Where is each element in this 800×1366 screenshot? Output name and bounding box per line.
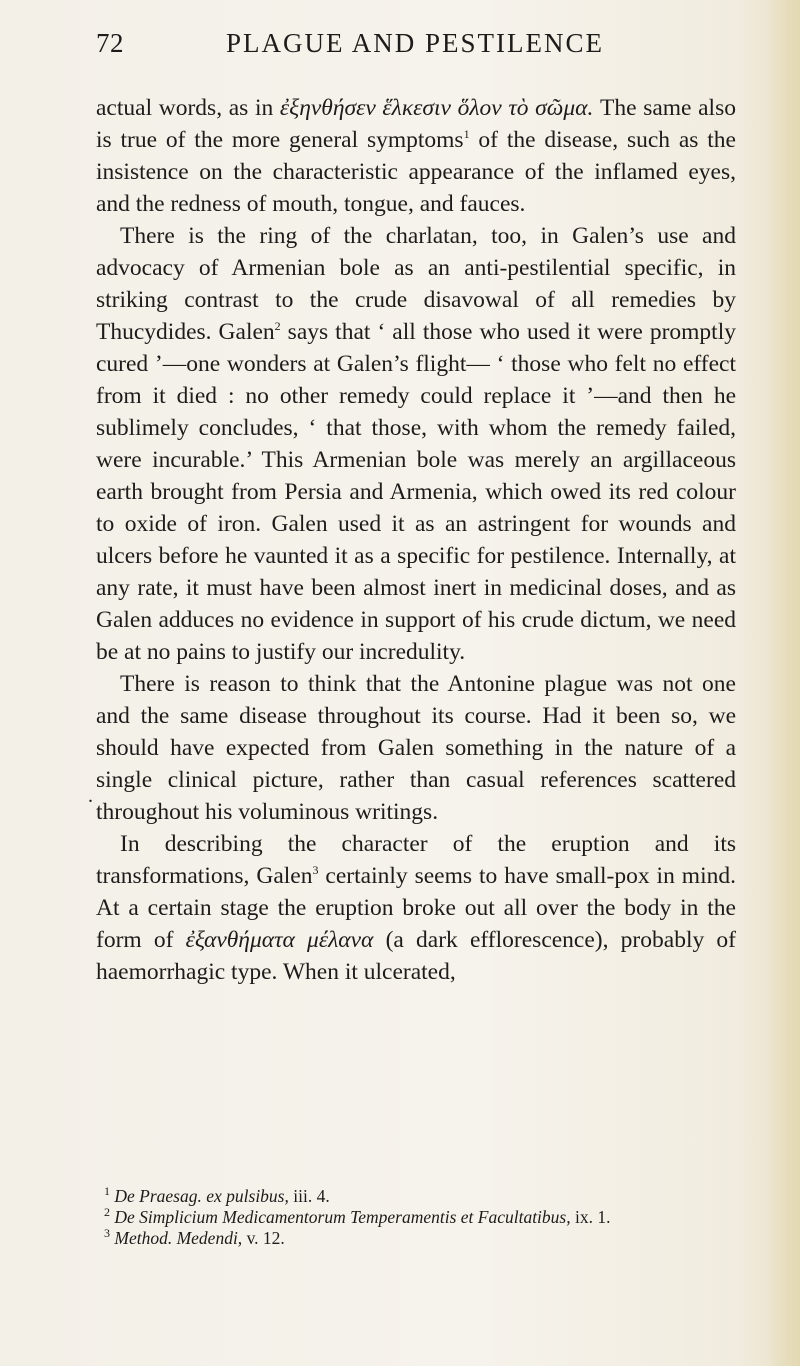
footnote-1 [96, 1186, 736, 1207]
footnote-ref-3: 3 [312, 863, 319, 878]
paragraph-3 [96, 668, 736, 828]
paragraph-1-text-c: of the disease, such as the insistence on the characteristic appearance of the inflamed eyes, and the redness of mouth, tongue, and fauces. [96, 127, 736, 217]
paragraph-3-text: There is reason to think that the Antonine plague was not one and the same disease throughout its course. Had it been so, we should have expected from Galen something in the nature of a single clinical picture, rather than casual references scattered throughout his voluminous writings. [96, 671, 736, 825]
footnote-marker: 1 [104, 1184, 110, 1199]
margin-mark: . [88, 785, 93, 807]
paragraph-1 [96, 92, 736, 220]
footnote-title: Method. Medendi, [114, 1228, 243, 1248]
greek-quotation: ἐξηνθήσεν ἕλκεσιν ὅλον τὸ σῶμα. [279, 95, 594, 121]
page-number: 72 [96, 28, 124, 58]
page-edge-shadow [766, 0, 800, 1366]
running-title: PLAGUE AND PESTILENCE [226, 28, 604, 58]
body-text [96, 92, 736, 988]
paragraph-2-text-b: says that ‘ all those who used it were promptly cured ’—one wonders at Galen’s flight— ‘ those who felt no effect from it died : no other remedy could replace it ’—and then he sublimely concludes, ‘ that those, with whom the remedy failed, were incurable.’ This Armenian bole was merely an argillaceous earth brought from Persia and Armenia, which owed its red colour to oxide of iron. Galen used it as an astringent for wounds and ulcers before he vaunted it as a specific for pestilence. Internally, at any rate, it must have been almost inert in medicinal doses, and as Galen adduces no evidence in support of his crude dictum, we need be at no pains to justify our incredulity. [96, 319, 736, 665]
paragraph-4-text-c: (a dark efflorescence), probably of haemorrhagic type. When it ulcerated, [96, 927, 736, 985]
footnote-title: De Simplicium Medicamentorum Temperamentis et Facultatibus, [114, 1207, 571, 1227]
footnote-reference: v. 12. [242, 1228, 285, 1248]
paragraph-4-text-a: In describing the character of the eruption and its transformations, Galen [96, 831, 736, 889]
footnote-ref-1: 1 [463, 127, 470, 142]
paragraph-2 [96, 220, 736, 668]
footnote-title: De Praesag. ex pulsibus, [114, 1186, 289, 1206]
paragraph-4-text-b: certainly seems to have small-pox in mind. At a certain stage the eruption broke out all over the body in the form of [96, 863, 736, 953]
greek-phrase: ἐξανθήματα μέλανα [185, 927, 374, 953]
footnote-3 [96, 1228, 736, 1249]
paragraph-4 [96, 828, 736, 988]
footnote-marker: 3 [104, 1226, 110, 1241]
footnote-2 [96, 1207, 736, 1228]
paragraph-2-text-a: There is the ring of the charlatan, too, in Galen’s use and advocacy of Armenian bole as an anti-pestilential specific, in striking contrast to the crude disavowal of all remedies by Thucydides. Galen [96, 223, 736, 345]
paragraph-1-text-a: actual words, as in [96, 95, 280, 121]
footnote-ref-2: 2 [274, 319, 281, 334]
page-header [96, 20, 736, 60]
footnote-reference: ix. 1. [570, 1207, 611, 1227]
footnote-marker: 2 [104, 1205, 110, 1220]
paragraph-1-text-b: The same also is true of the more general symptoms [96, 95, 736, 153]
footnotes [96, 1186, 736, 1249]
footnote-reference: iii. 4. [288, 1186, 330, 1206]
